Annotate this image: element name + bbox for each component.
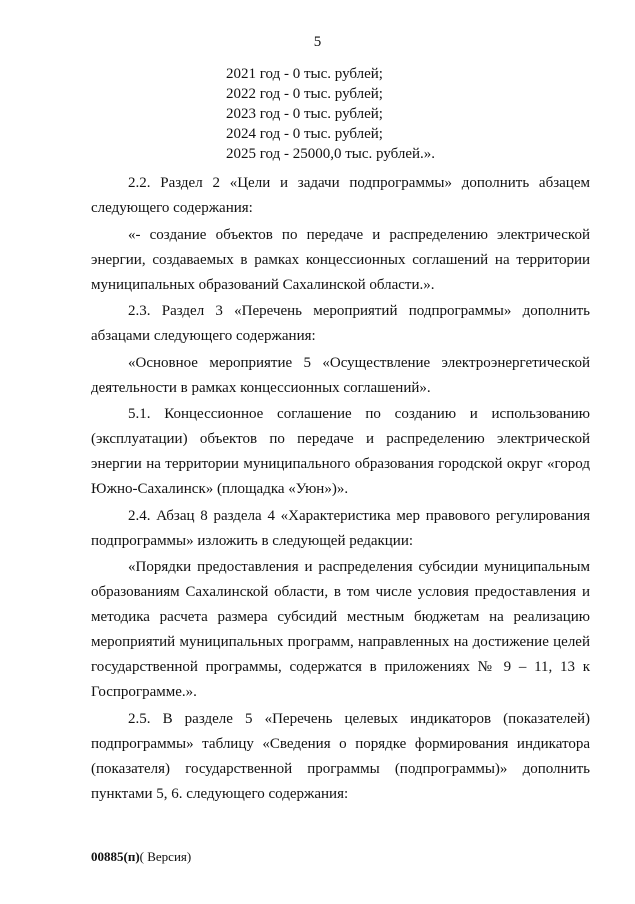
page-number: 5: [313, 34, 322, 50]
paragraph-2-3: 2.3. Раздел 3 «Перечень мероприятий подпрограммы» дополнить абзацами следующего содержания:: [91, 303, 590, 344]
budget-line-2021: 2021 год - 0 тыс. рублей;: [226, 66, 383, 82]
budget-line-2023: 2023 год - 0 тыс. рублей;: [226, 106, 383, 122]
document-body: [91, 171, 590, 807]
budget-line-2022: 2022 год - 0 тыс. рублей;: [226, 86, 383, 102]
paragraph-2-2-quote: «- создание объектов по передаче и распределению электрической энергии, создаваемых в рамках концессионных соглашений на территории муниципальных образований Сахалинской области.».: [91, 226, 590, 293]
paragraph-2-4-quote: «Порядки предоставления и распределения субсидии муниципальным образованиям Сахалинской области, в том числе условия предоставления и методика расчета размера субсидий местным бюджетам на реализацию мероприятий муниципальных программ, направленных на достижение целей государственной программы, содержатся в приложениях № 9 – 11, 13 к Госпрограмме.».: [91, 559, 590, 700]
budget-year-list: [226, 64, 526, 164]
document-version: ( Версия): [139, 849, 192, 864]
paragraph-2-5: 2.5. В разделе 5 «Перечень целевых индикаторов (показателей) подпрограммы» таблицу «Сведения о порядке формирования индикатора (показателя) государственной программы (подпрограммы)» дополнить пунктами 5, 6. следующего содержания:: [91, 710, 590, 802]
paragraph-2-2: 2.2. Раздел 2 «Цели и задачи подпрограммы» дополнить абзацем следующего содержания:: [91, 175, 590, 216]
document-code: 00885(п): [91, 849, 140, 864]
budget-line-2025: 2025 год - 25000,0 тыс. рублей.».: [226, 146, 436, 162]
document-footer: [91, 849, 191, 865]
budget-line-2024: 2024 год - 0 тыс. рублей;: [226, 126, 383, 142]
paragraph-2-4: 2.4. Абзац 8 раздела 4 «Характеристика мер правового регулирования подпрограммы» изложить в следующей редакции:: [91, 507, 590, 549]
paragraph-5-1: 5.1. Концессионное соглашение по созданию и использованию (эксплуатации) объектов по передаче и распределению электрической энергии на территории муниципального образования городской округ «город Южно-Сахалинск» (площадка «Уюн»)».: [91, 406, 590, 497]
paragraph-main-measure-5: «Основное мероприятие 5 «Осуществление электроэнергетической деятельности в рамках концессионных соглашений».: [91, 354, 590, 396]
